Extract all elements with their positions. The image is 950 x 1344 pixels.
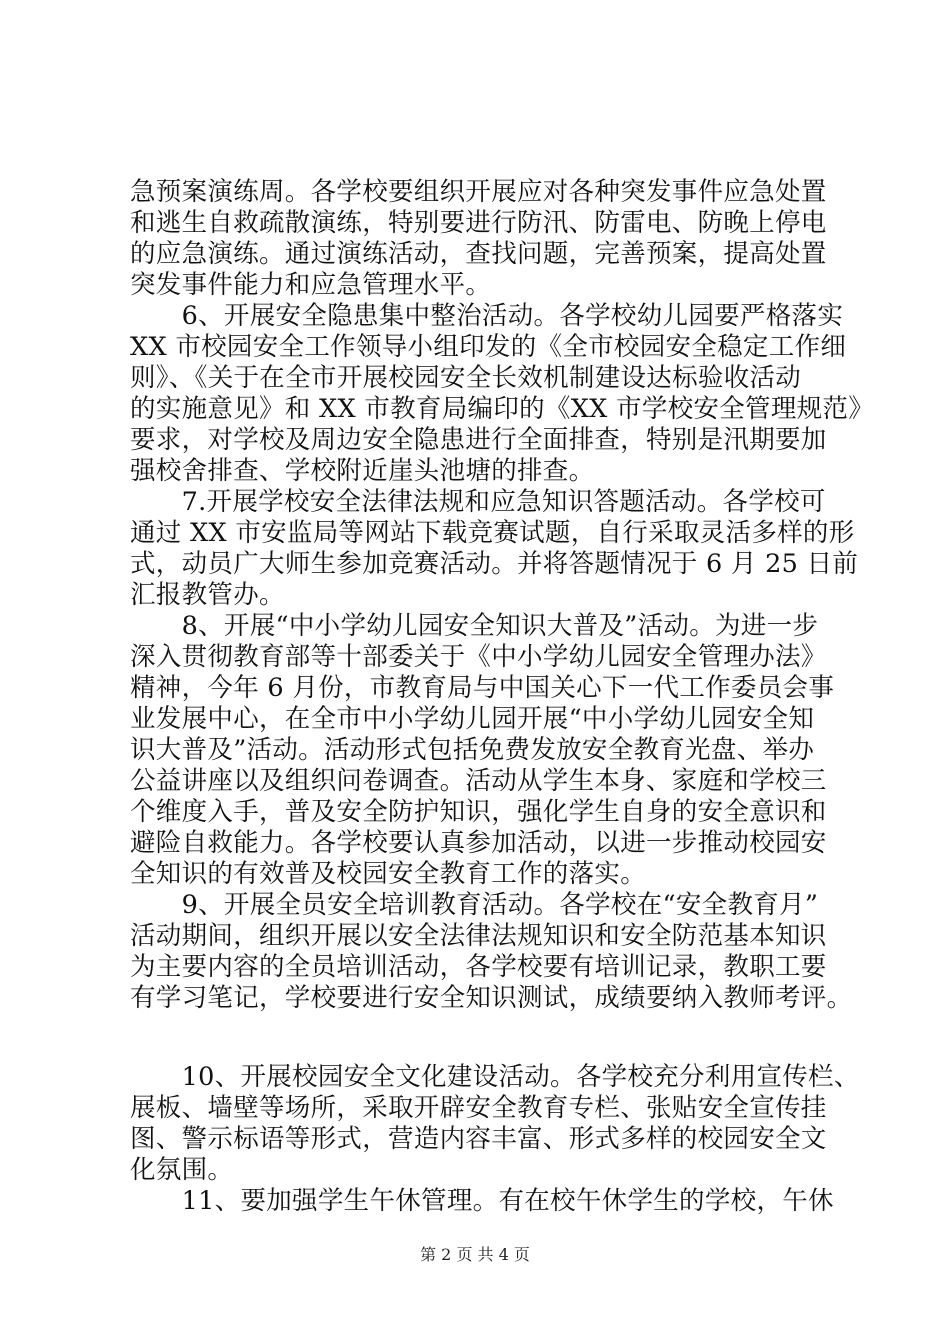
page-number-footer: 第 2 页 共 4 页 — [420, 1245, 530, 1264]
text-line: 有学习笔记，学校要进行安全知识测试，成绩要纳入教师考评。 — [130, 983, 853, 1013]
text-line: 11、要加强学生午休管理。有在校午休学生的学校，午休 — [130, 1186, 834, 1216]
text-line: 图、警示标语等形式，营造内容丰富、形式多样的校园安全文 — [130, 1124, 827, 1154]
text-line: 急预案演练周。各学校要组织开展应对各种突发事件应急处置 — [130, 177, 827, 207]
text-line: 业发展中心，在全市中小学幼儿园开展“中小学幼儿园安全知 — [130, 704, 815, 734]
text-line: 汇报教管办。 — [130, 580, 285, 610]
text-line: 为主要内容的全员培训活动，各学校要有培训记录，教职工要 — [130, 952, 827, 982]
text-line: 公益讲座以及组织问卷调查。活动从学生本身、家庭和学校三 — [130, 766, 827, 796]
text-line: 8、开展“中小学幼儿园安全知识大普及”活动。为进一步 — [130, 611, 819, 641]
text-line: 个维度入手，普及安全防护知识，强化学生自身的安全意识和 — [130, 797, 827, 827]
text-line: 化氛围。 — [130, 1155, 234, 1185]
text-line: 的应急演练。通过演练活动，查找问题，完善预案，提高处置 — [130, 239, 827, 269]
text-line: 式，动员广大师生参加竞赛活动。并将答题情况于 6 月 25 日前 — [130, 549, 859, 579]
text-line: 7.开展学校安全法律法规和应急知识答题活动。各学校可 — [130, 487, 826, 517]
text-line: 活动期间，组织开展以安全法律法规知识和安全防范基本知识 — [130, 921, 827, 951]
text-line: 识大普及”活动。活动形式包括免费发放安全教育光盘、举办 — [130, 735, 815, 765]
text-line: 深入贯彻教育部等十部委关于《中小学幼儿园安全管理办法》 — [130, 642, 827, 672]
text-line: 强校舍排查、学校附近崖头池塘的排查。 — [130, 456, 595, 486]
text-line: 精神，今年 6 月份，市教育局与中国关心下一代工作委员会事 — [130, 673, 835, 703]
text-line: 9、开展全员安全培训教育活动。各学校在“安全教育月” — [130, 890, 819, 920]
text-line: 的实施意见》和 XX 市教育局编印的《XX 市学校安全管理规范》 — [130, 394, 875, 424]
text-line: XX 市校园安全工作领导小组印发的《全市校园安全稳定工作细 — [130, 332, 847, 362]
text-line: 突发事件能力和应急管理水平。 — [130, 270, 492, 300]
text-line: 通过 XX 市安监局等网站下载竞赛试题，自行采取灵活多样的形 — [130, 518, 855, 548]
text-line: 避险自救能力。各学校要认真参加活动，以进一步推动校园安 — [130, 828, 827, 858]
text-line: 要求，对学校及周边安全隐患进行全面排查，特别是汛期要加 — [130, 425, 827, 455]
text-line: 6、开展安全隐患集中整治活动。各学校幼儿园要严格落实 — [130, 301, 844, 331]
text-line: 和逃生自救疏散演练，特别要进行防汛、防雷电、防晚上停电 — [130, 208, 827, 238]
text-line: 则》、《关于在全市开展校园安全长效机制建设达标验收活动 — [130, 363, 802, 393]
text-line: 展板、墙壁等场所，采取开辟安全教育专栏、张贴安全宣传挂 — [130, 1093, 827, 1123]
text-line: 10、开展校园安全文化建设活动。各学校充分利用宣传栏、 — [130, 1062, 860, 1092]
text-line: 全知识的有效普及校园安全教育工作的落实。 — [130, 859, 647, 889]
